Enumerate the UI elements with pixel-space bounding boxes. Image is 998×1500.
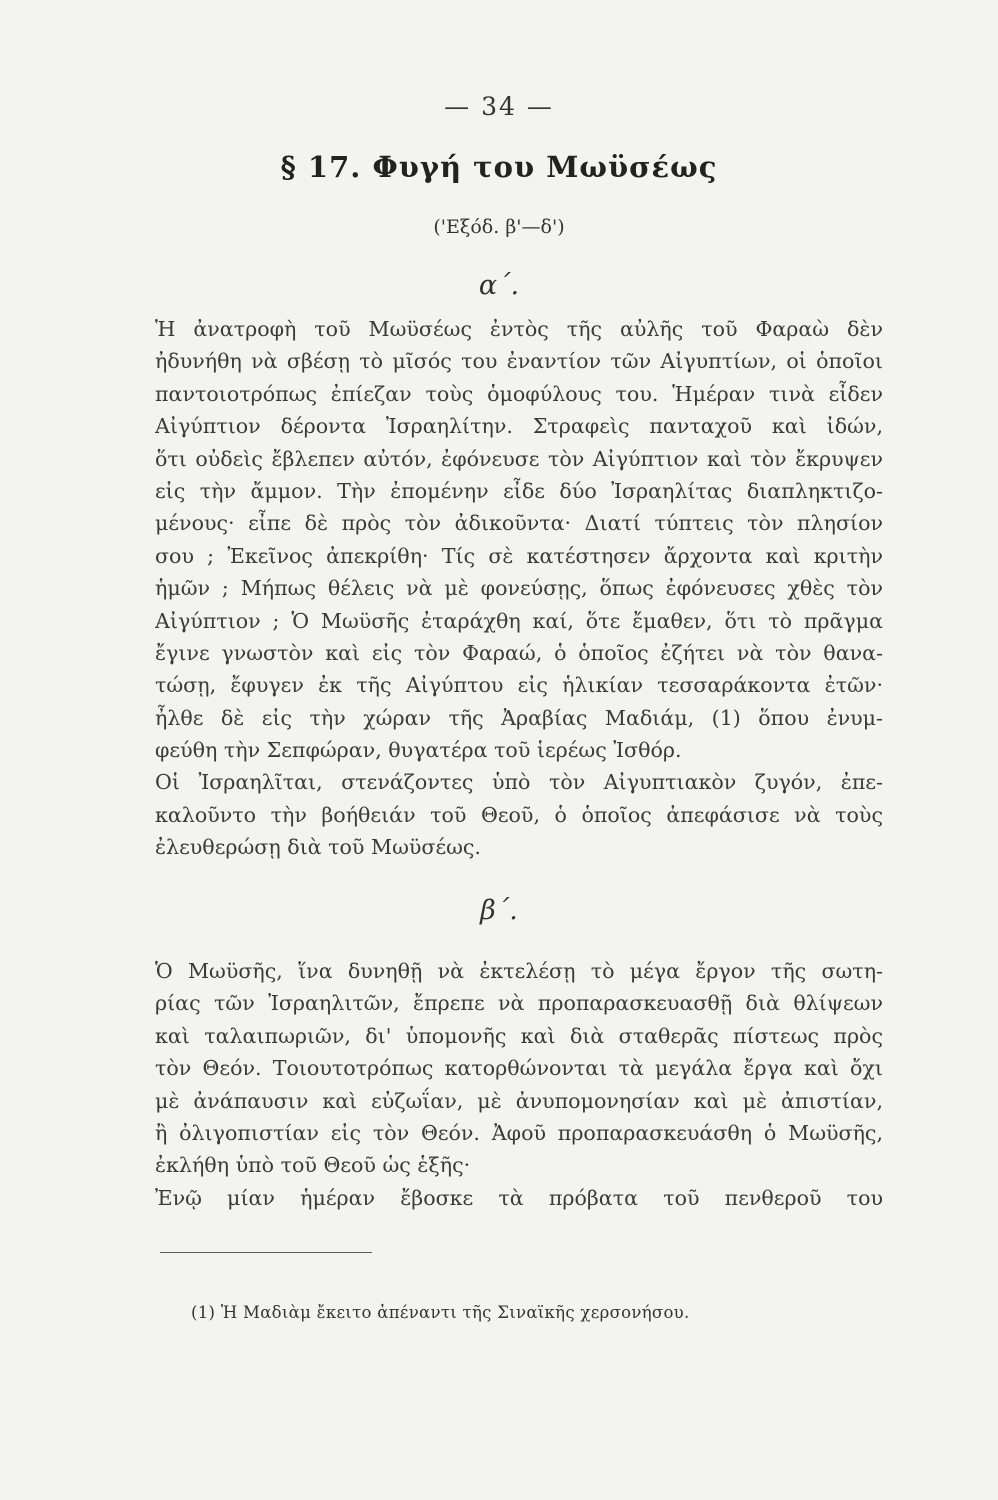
section-alpha-text [155, 313, 883, 864]
text-line: ἦλθε δὲ εἰς τὴν χώραν τῆς Ἀραβίας Μαδιάμ, (1) ὅπου ἐνυμ- [155, 705, 883, 730]
text-line: ἔγινε γνωστὸν καὶ εἰς τὸν Φαραώ, ὁ ὁποῖος ἐζήτει νὰ τὸν θανα- [155, 640, 883, 665]
text-line: σου ; Ἐκεῖνος ἀπεκρίθη· Τίς σὲ κατέστησεν ἄρχοντα καὶ κριτὴν [155, 543, 883, 568]
text-line: Ἡ ἀνατροφὴ τοῦ Μωϋσέως ἐντὸς τῆς αὐλῆς τοῦ Φαραὼ δὲν [155, 317, 883, 341]
text-line: ἐλευθερώσῃ διὰ τοῦ Μωϋσέως. [155, 835, 481, 860]
text-line: καλοῦντο τὴν βοήθειάν τοῦ Θεοῦ, ὁ ὁποῖος ἀπεφάσισε νὰ τοὺς [155, 802, 883, 827]
text-line: παντοιοτρόπως ἐπίεζαν τοὺς ὁμοφύλους του. Ἡμέραν τινὰ εἶδεν [155, 381, 883, 406]
text-line: Οἱ Ἰσραηλῖται, στενάζοντες ὑπὸ τὸν Αἰγυπτιακὸν ζυγόν, ἐπε- [155, 770, 883, 795]
text-line: ὅτι οὐδεὶς ἔβλεπεν αὐτόν, ἐφόνευσε τὸν Αἰγύπτιον καὶ τὸν ἔκρυψεν [155, 446, 883, 471]
text-line: καὶ ταλαιπωριῶν, δι' ὑπομονῆς καὶ διὰ σταθερᾶς πίστεως πρὸς [155, 1023, 883, 1048]
section-marker-beta: β΄. [480, 895, 518, 926]
text-line: Αἰγύπτιον δέροντα Ἰσραηλίτην. Στραφεὶς πανταχοῦ καὶ ἰδών, [155, 414, 883, 439]
text-line: μένους· εἶπε δὲ πρὸς τὸν ἀδικοῦντα· Διατί τύπτεις τὸν πλησίον [155, 511, 883, 536]
text-line: μὲ ἀνάπαυσιν καὶ εὐζωΐαν, μὲ ἀνυπομονησίαν καὶ μὲ ἀπιστίαν, [155, 1088, 883, 1113]
footnote: (1) Ἡ Μαδιὰμ ἔκειτο ἀπέναντι τῆς Σιναϊκῆς χερσονήσου. [191, 1303, 690, 1322]
text-line: Ἐνῷ μίαν ἡμέραν ἔβοσκε τὰ πρόβατα τοῦ πενθεροῦ του [155, 1185, 883, 1210]
text-line: φεύθη τὴν Σεπφώραν, θυγατέρα τοῦ ἱερέως Ἰσθόρ. [155, 738, 682, 763]
text-line: εἰς τὴν ἄμμον. Τὴν ἐπομένην εἶδε δύο Ἰσραηλίτας διαπληκτιζο- [155, 478, 883, 503]
chapter-title: § 17. Φυγή του Μωϋσέως [280, 150, 718, 184]
text-line: τώσῃ, ἔφυγεν ἐκ τῆς Αἰγύπτου εἰς ἡλικίαν τεσσαράκοντα ἐτῶν· [155, 673, 883, 698]
text-line: Ὁ Μωϋσῆς, ἵνα δυνηθῇ νὰ ἐκτελέσῃ τὸ μέγα ἔργον τῆς σωτη- [155, 959, 883, 983]
text-line: ρίας τῶν Ἰσραηλιτῶν, ἔπρεπε νὰ προπαρασκευασθῇ διὰ θλίψεων [155, 991, 883, 1016]
text-line: ἠδυνήθη νὰ σβέσῃ τὸ μῖσός του ἐναντίον τῶν Αἰγυπτίων, οἱ ὁποῖοι [155, 349, 883, 374]
text-line: ἡμῶν ; Μήπως θέλεις νὰ μὲ φονεύσῃς, ὅπως ἐφόνευσες χθὲς τὸν [155, 576, 883, 601]
page-number: — 34 — [444, 92, 554, 121]
text-line: Αἰγύπτιον ; Ὁ Μωϋσῆς ἐταράχθη καί, ὅτε ἔμαθεν, ὅτι τὸ πρᾶγμα [155, 608, 883, 633]
section-marker-alpha: α΄. [478, 270, 520, 301]
text-line: ἢ ὀλιγοπιστίαν εἰς τὸν Θεόν. Ἀφοῦ προπαρασκευάσθη ὁ Μωϋσῆς, [155, 1120, 883, 1145]
chapter-reference: ('Εξόδ. β'—δ') [433, 216, 565, 238]
footnote-divider [160, 1252, 372, 1253]
section-beta-text [155, 955, 883, 1214]
text-line: τὸν Θεόν. Τοιουτοτρόπως κατορθώνονται τὰ μεγάλα ἔργα καὶ ὄχι [155, 1056, 883, 1081]
text-line: ἐκλήθη ὑπὸ τοῦ Θεοῦ ὡς ἑξῆς· [155, 1153, 471, 1178]
